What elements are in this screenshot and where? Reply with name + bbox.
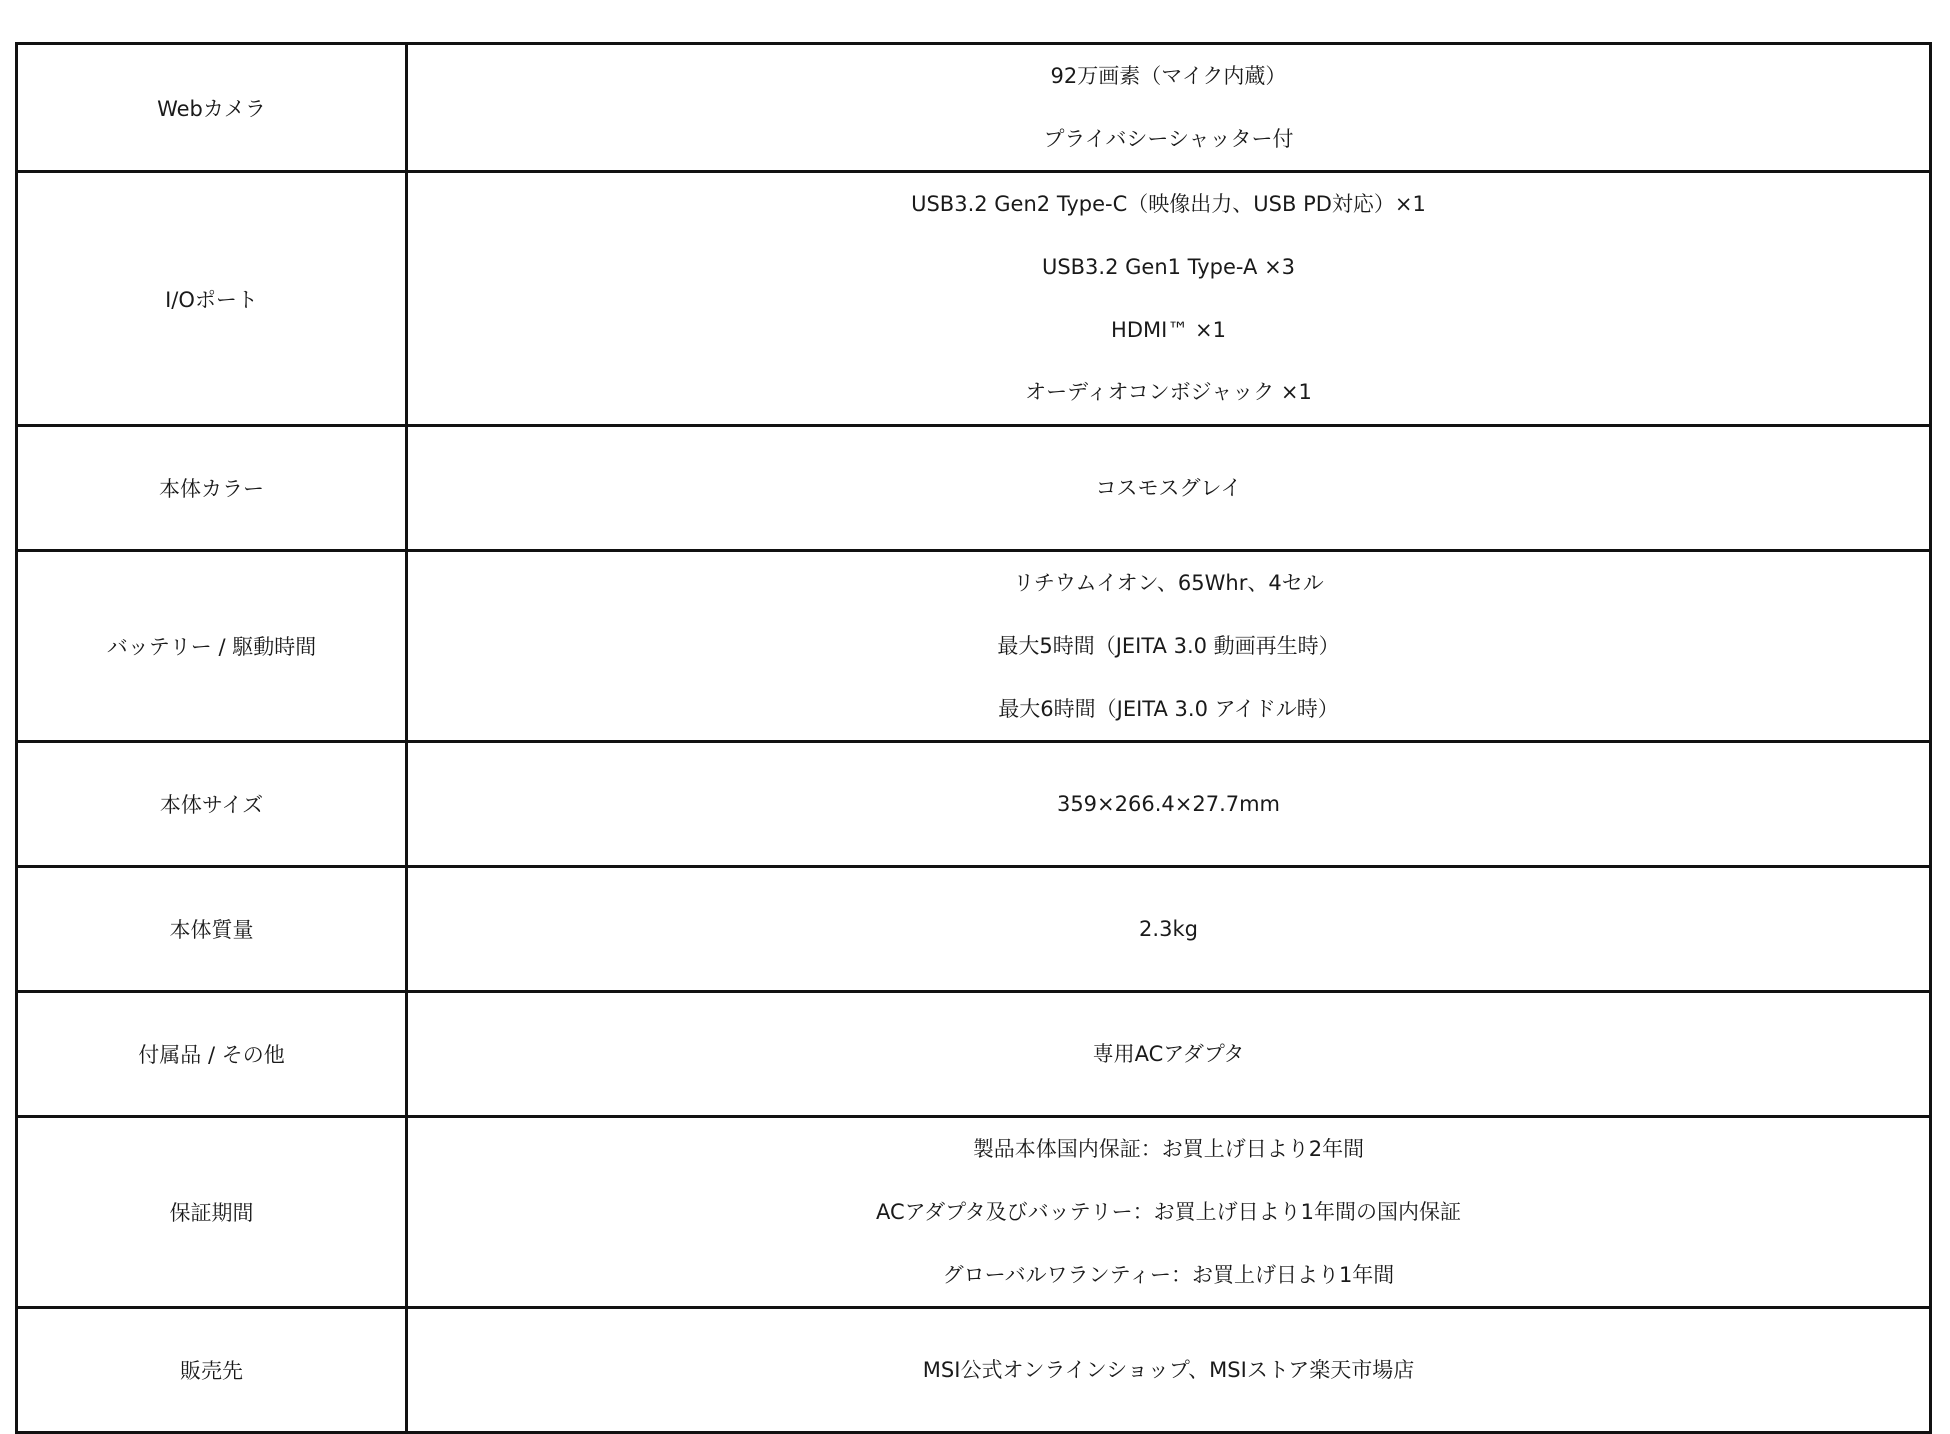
table-row-io-ports	[17, 172, 1931, 426]
row-value: 92万画素（マイク内蔵）	[1050, 64, 1287, 88]
row-value-cell	[407, 992, 1931, 1117]
row-value: 製品本体国内保証：お買上げ日より2年間	[972, 1137, 1365, 1162]
row-value-cell	[407, 742, 1931, 867]
row-label: 販売先	[180, 1359, 243, 1384]
table-row-body-color	[17, 426, 1931, 551]
row-value: 359×266.4×27.7mm	[1056, 791, 1281, 816]
table-row-body-weight	[17, 867, 1931, 992]
row-label: 付属品 / その他	[138, 1043, 285, 1068]
table-row-battery	[17, 551, 1931, 742]
row-value: オーディオコンボジャック ×1	[1025, 380, 1312, 405]
row-label: 本体サイズ	[159, 793, 264, 818]
row-label-cell	[17, 1308, 407, 1433]
row-value: 最大5時間（JEITA 3.0 動画再生時）	[997, 633, 1340, 658]
table-row-warranty	[17, 1117, 1931, 1308]
row-label-cell	[17, 742, 407, 867]
row-value-cell	[407, 1308, 1931, 1433]
row-value: リチウムイオン、65Whr、4セル	[1013, 571, 1324, 596]
row-value-cell	[407, 44, 1931, 172]
row-label: 本体カラー	[159, 477, 264, 502]
row-label-cell	[17, 44, 407, 172]
row-value: 最大6時間（JEITA 3.0 アイドル時）	[998, 696, 1339, 721]
row-label: 本体質量	[169, 918, 254, 943]
row-label-cell	[17, 867, 407, 992]
row-label-cell	[17, 426, 407, 551]
row-value-cell	[407, 426, 1931, 551]
row-value-cell	[407, 1117, 1931, 1308]
row-label: 保証期間	[169, 1201, 254, 1226]
row-value: 専用ACアダプタ	[1092, 1041, 1245, 1066]
spec-table	[15, 42, 1932, 1434]
row-value: コスモスグレイ	[1095, 475, 1242, 500]
table-row-body-size	[17, 742, 1931, 867]
row-label-cell	[17, 551, 407, 742]
row-label: Webカメラ	[157, 96, 266, 121]
row-value: USB3.2 Gen2 Type-C（映像出力、USB PD対応）×1	[911, 192, 1426, 217]
row-value: 2.3kg	[1139, 916, 1198, 941]
row-value-cell	[407, 551, 1931, 742]
row-value: ACアダプタ及びバッテリー：お買上げ日より1年間の国内保証	[875, 1199, 1462, 1224]
row-label-cell	[17, 1117, 407, 1308]
row-value: USB3.2 Gen1 Type-A ×3	[1041, 255, 1296, 280]
row-label: I/Oポート	[165, 287, 258, 312]
table-row-retailers	[17, 1308, 1931, 1433]
row-label: バッテリー / 駆動時間	[106, 635, 317, 660]
row-value-cell	[407, 172, 1931, 426]
table-row-accessories	[17, 992, 1931, 1117]
row-value: グローバルワランティー：お買上げ日より1年間	[942, 1262, 1395, 1287]
row-value: MSI公式オンラインショップ、MSIストア楽天市場店	[922, 1357, 1415, 1382]
row-value-cell	[407, 867, 1931, 992]
row-value: HDMI™ ×1	[1111, 317, 1226, 342]
row-label-cell	[17, 992, 407, 1117]
table-row-webcam	[17, 44, 1931, 172]
row-label-cell	[17, 172, 407, 426]
row-value: プライバシーシャッター付	[1043, 126, 1294, 151]
